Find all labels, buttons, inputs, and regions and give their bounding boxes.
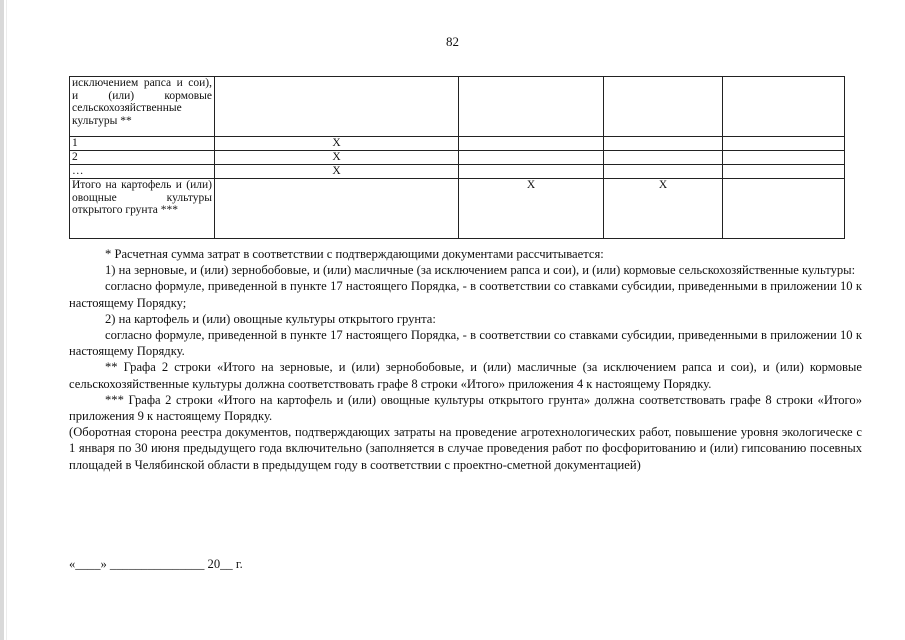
table-cell	[215, 179, 459, 239]
footnote-formula-2: согласно формуле, приведенной в пункте 17 настоящего Порядка, - в соответствии со ставками субсидии, приведенными в приложении 10 к настоящему Порядку.	[69, 328, 862, 359]
table-cell	[604, 77, 723, 137]
table-row	[70, 77, 845, 137]
table-row	[70, 137, 845, 151]
table-row-total	[70, 179, 845, 239]
table-cell	[215, 77, 459, 137]
expenses-table	[69, 76, 845, 239]
table-cell-total-label: Итого на картофель и (или) овощные культуры открытого грунта ***	[70, 179, 215, 239]
table-cell-label: …	[70, 165, 215, 179]
page-number: 82	[446, 34, 459, 49]
table-cell-label: 1	[70, 137, 215, 151]
table-cell	[723, 77, 845, 137]
table-cell	[459, 151, 604, 165]
table-cell-label: 2	[70, 151, 215, 165]
table-cell	[723, 151, 845, 165]
table-cell	[604, 137, 723, 151]
table-cell-label: исключением рапса и сои), и (или) кормовые сельскохозяйственные культуры **	[70, 77, 215, 137]
table-cell-x-mark: Х	[215, 151, 459, 165]
table-cell-x-mark: Х	[215, 165, 459, 179]
table-cell	[459, 137, 604, 151]
table-cell	[459, 77, 604, 137]
footnote-item-1: 1) на зерновые, и (или) зернобобовые, и (или) масличные (за исключением рапса и сои), и (или) кормовые сельскохозяйственные культуры:	[105, 263, 856, 278]
page-edge	[0, 0, 4, 640]
page-edge-line	[6, 0, 7, 640]
table-cell	[459, 165, 604, 179]
table-cell-x-mark: Х	[604, 179, 723, 239]
table-cell-x-mark: Х	[215, 137, 459, 151]
table-row	[70, 151, 845, 165]
reverse-side-note: (Оборотная сторона реестра документов, подтверждающих затраты на проведение агротехнологических работ, повышение уровня экологическе с 1 января по 30 июня предыдущего года включительно (заполняется в случае проведения работ по фосфоритованию и (или) гипсованию посевных площадей в Челябинской области в предыдущем году в соответствии с проектно-сметной документацией)	[69, 425, 862, 472]
footnote-formula-1: согласно формуле, приведенной в пункте 17 настоящего Порядка, - в соответствии со ставками субсидии, приведенными в приложении 10 к настоящему Порядку;	[69, 279, 862, 310]
table-cell	[723, 165, 845, 179]
footnotes	[69, 246, 862, 473]
table-row	[70, 165, 845, 179]
table-cell-x-mark: Х	[459, 179, 604, 239]
table-cell	[604, 165, 723, 179]
table-cell	[604, 151, 723, 165]
footnote-2: ** Графа 2 строки «Итого на зерновые, и (или) зернобобовые, и (или) масличные (за исключением рапса и сои), и (или) кормовые сельскохозяйственные культуры должна соответствовать графе 8 строки «Итого» приложения 4 к настоящему Порядку.	[69, 360, 862, 391]
footnote-item-2: 2) на картофель и (или) овощные культуры открытого грунта:	[105, 311, 436, 326]
footnote-3: *** Графа 2 строки «Итого на картофель и (или) овощные культуры открытого грунта» должна соответствовать графе 8 строки «Итого» приложения 9 к настоящему Порядку.	[69, 392, 862, 424]
footnote-1: * Расчетная сумма затрат в соответствии с подтверждающими документами рассчитывается:	[105, 247, 604, 261]
date-line: «____» _______________ 20__ г.	[69, 557, 243, 571]
table-cell	[723, 137, 845, 151]
table-cell	[723, 179, 845, 239]
